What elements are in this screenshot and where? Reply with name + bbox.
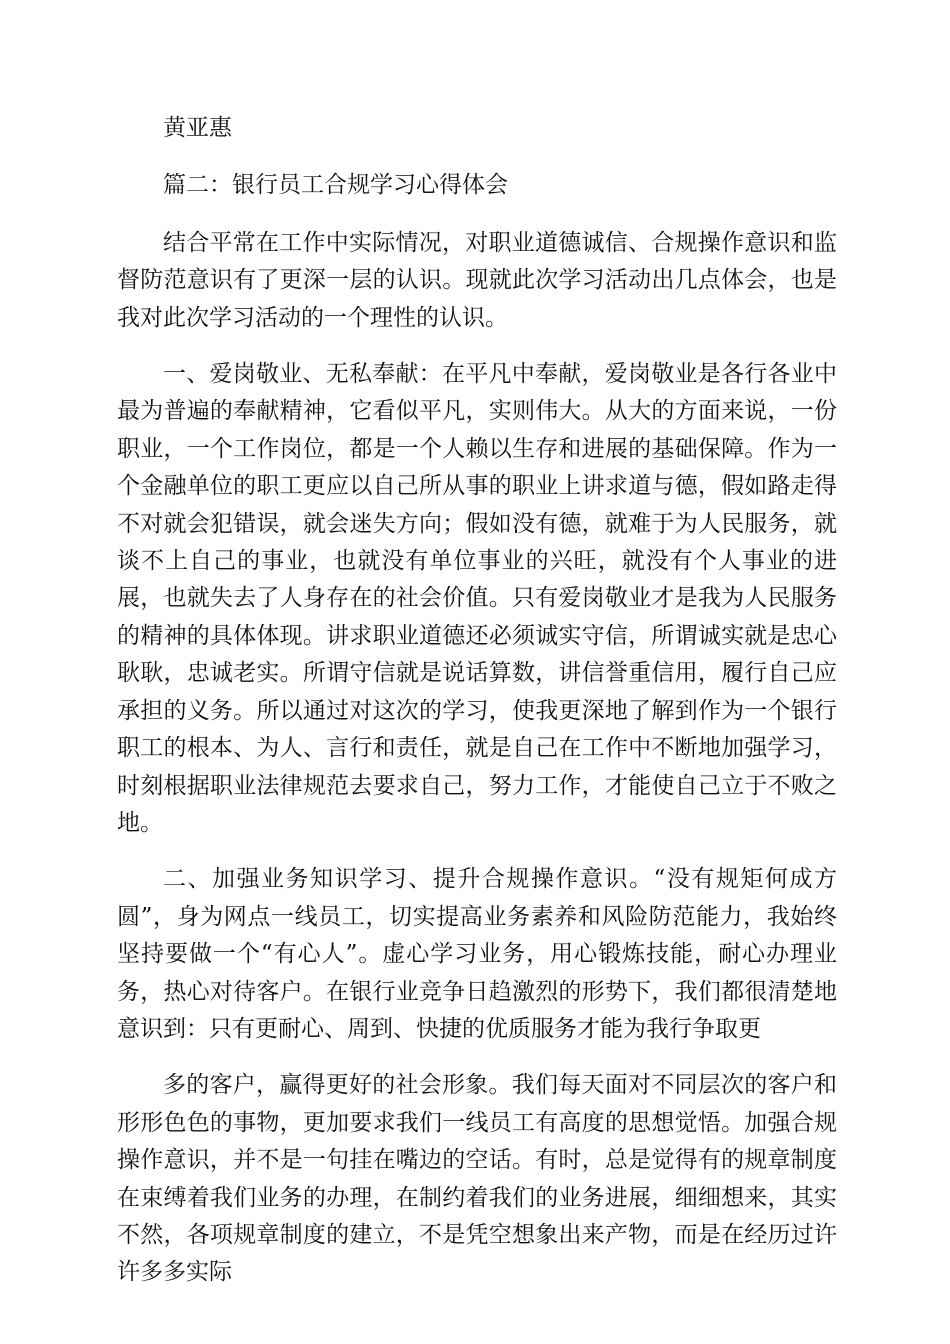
paragraph-continuation: 多的客户，赢得更好的社会形象。我们每天面对不同层次的客户和形形色色的事物，更加要求我们一线员工有高度的思想觉悟。加强合规操作意识，并不是一句挂在嘴边的空话。有时，总是觉得有的规章制度在束缚着我们业务的办理，在制约着我们的业务进展，细细想来，其实不然，各项规章制度的建立，不是凭空想象出来产物，而是在经历过许许多多实际 [117,1072,837,1286]
document-body [117,110,837,1311]
paragraph-point-one: 一、爱岗敬业、无私奉献：在平凡中奉献，爱岗敬业是各行各业中最为普遍的奉献精神，它看似平凡，实则伟大。从大的方面来说，一份职业，一个工作岗位，都是一个人赖以生存和进展的基础保障。作为一个金融单位的职工更应以自己所从事的职业上讲求道与德，假如路走得不对就会犯错误，就会迷失方向；假如没有德，就难于为人民服务，就谈不上自己的事业，也就没有单位事业的兴旺，就没有个人事业的进展，也就失去了人身存在的社会价值。只有爱岗敬业才是我为人民服务的精神的具体体现。讲求职业道德还必须诚实守信，所谓诚实就是忠心耿耿，忠诚老实。所谓守信就是说话算数，讲信誉重信用，履行自己应承担的义务。所以通过对这次的学习，使我更深地了解到作为一个银行职工的根本、为人、言行和责任，就是自己在工作中不断地加强学习，时刻根据职业法律规范去要求自己，努力工作，才能使自己立于不败之地。 [117,361,837,836]
section-title: 篇二：银行员工合规学习心得体会 [163,172,508,199]
author-name: 黄亚惠 [163,115,232,141]
paragraph-intro: 结合平常在工作中实际情况，对职业道德诚信、合规操作意识和监督防范意识有了更深一层的认识。现就此次学习活动出几点体会，也是我对此次学习活动的一个理性的认识。 [117,229,837,331]
paragraph-point-two: 二、加强业务知识学习、提升合规操作意识。“没有规矩何成方圆”，身为网点一线员工，切实提高业务素养和风险防范能力，我始终坚持要做一个“有心人”。虚心学习业务，用心锻炼技能，耐心办理业务，热心对待客户。在银行业竞争日趋激烈的形势下，我们都很清楚地意识到：只有更耐心、周到、快捷的优质服务才能为我行争取更 [117,866,837,1042]
